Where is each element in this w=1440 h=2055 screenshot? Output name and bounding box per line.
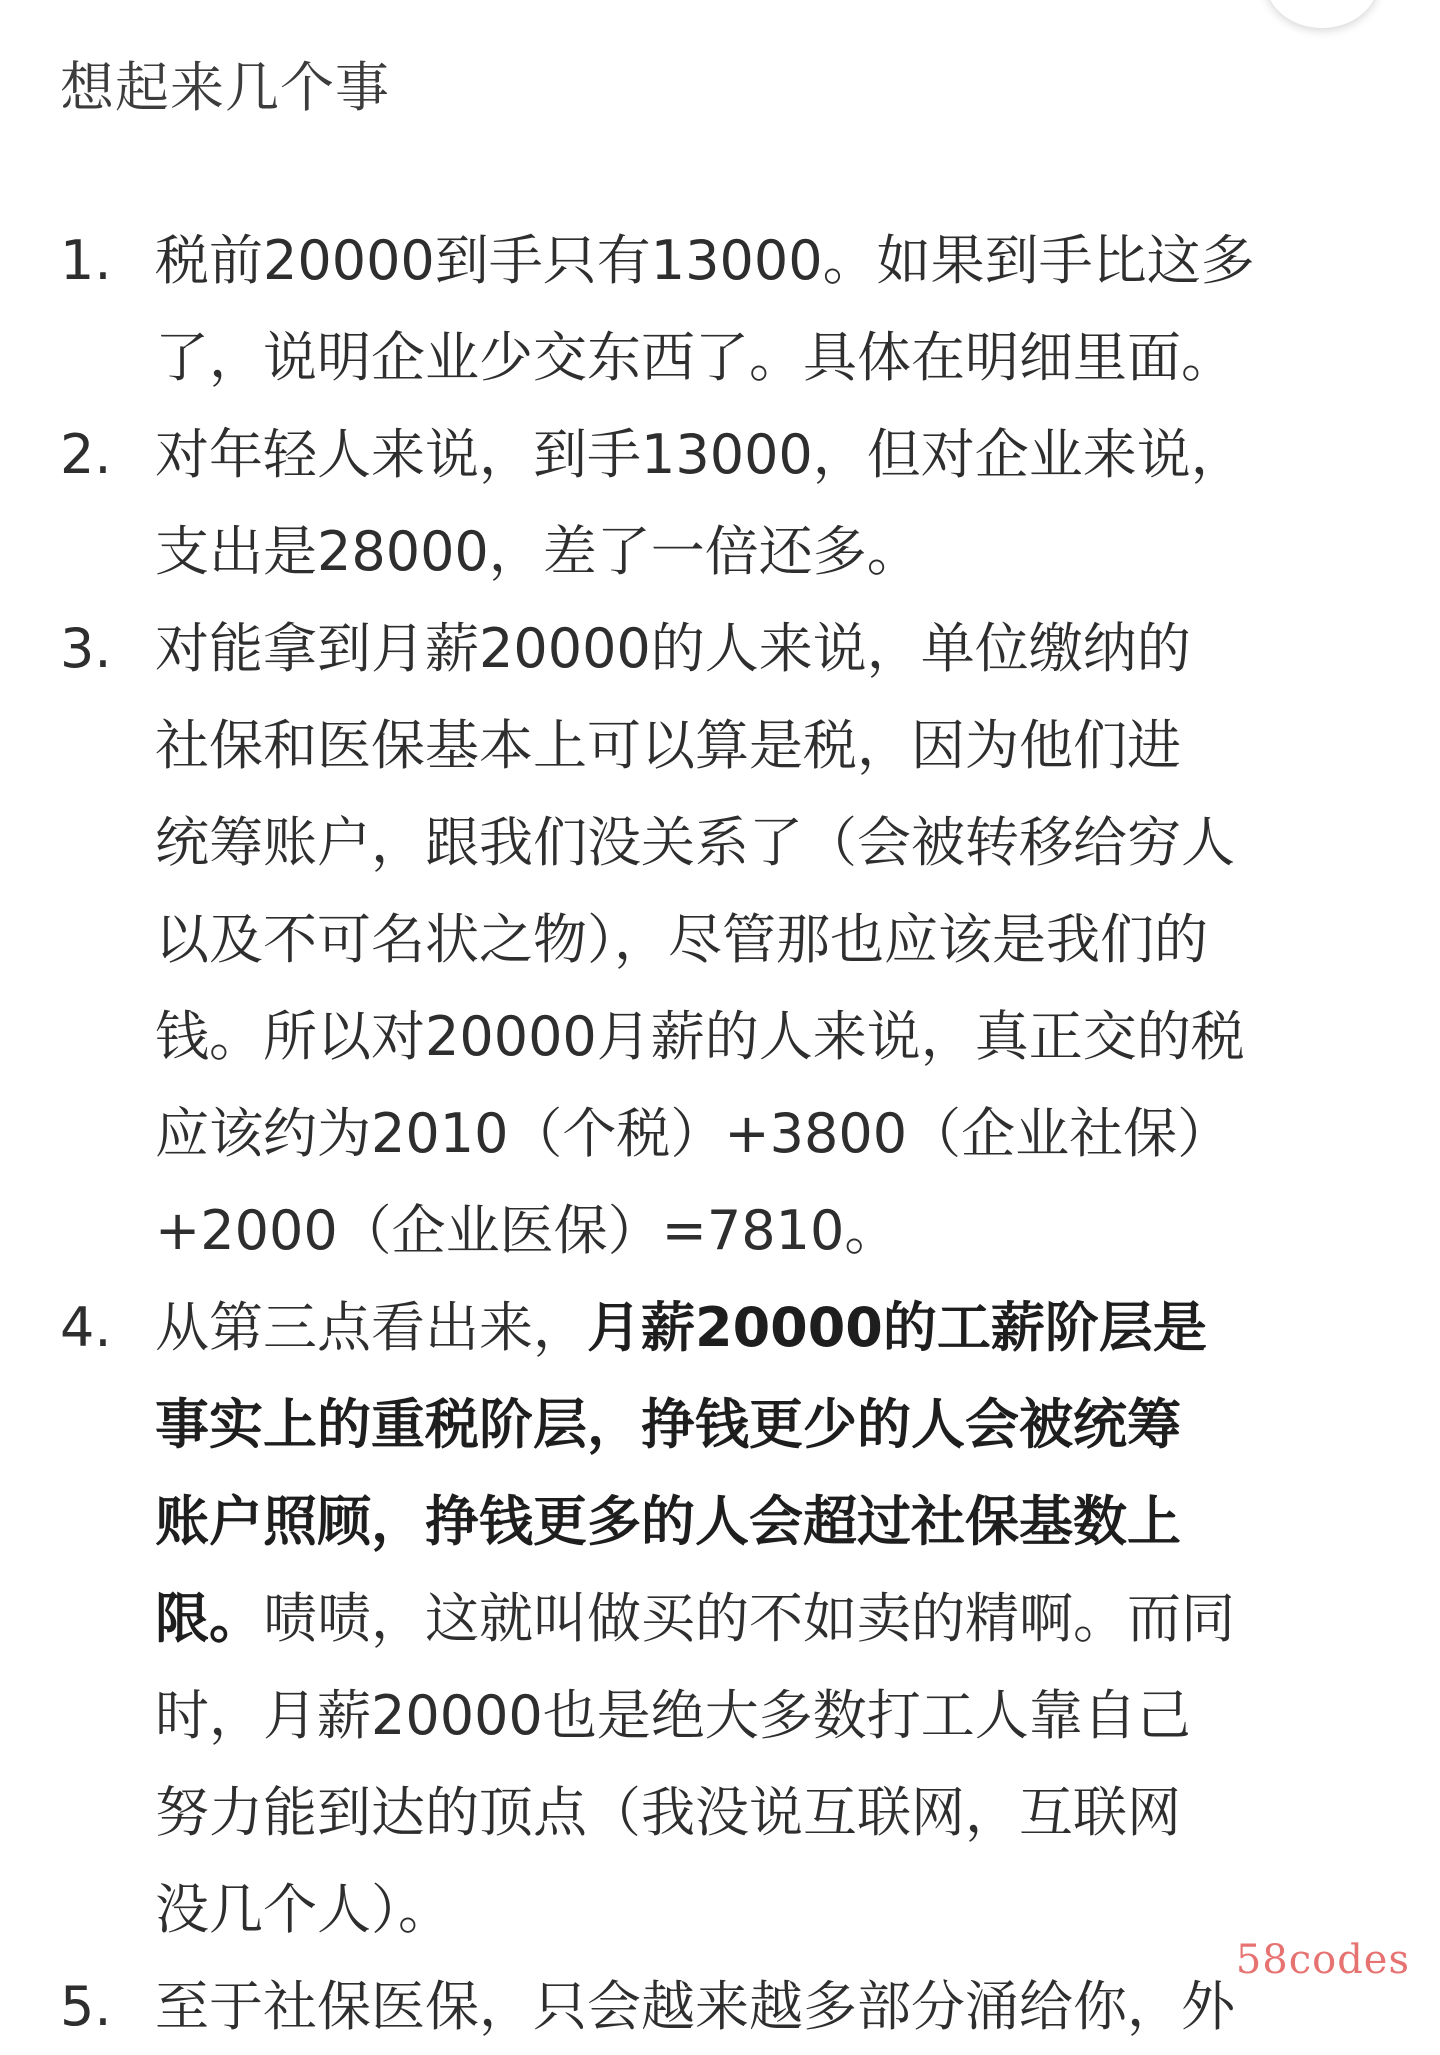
list-item-line: 努力能到达的顶点（我没说互联网，互联网 xyxy=(155,1781,1181,1844)
list-item-line: 应该约为2010（个税）+3800（企业社保） xyxy=(155,1102,1232,1165)
list-item xyxy=(0,1958,1440,2038)
bold-emphasis: 月薪20000的工薪阶层是 xyxy=(587,1296,1207,1359)
normal-text: 从第三点看出来， xyxy=(155,1296,587,1359)
list-item-number: 4. xyxy=(60,1296,112,1359)
numbered-list xyxy=(0,212,1440,2038)
list-item-line: +2000（企业医保）=7810。 xyxy=(155,1199,899,1262)
floating-action-button[interactable] xyxy=(1266,0,1378,28)
list-item-line: 对年轻人来说，到手13000，但对企业来说， xyxy=(155,423,1245,486)
list-item-line: 税前20000到手只有13000。如果到手比这多 xyxy=(155,229,1255,292)
bold-emphasis: 账户照顾，挣钱更多的人会超过社保基数上 xyxy=(155,1490,1181,1553)
list-item-line: 了，说明企业少交东西了。具体在明细里面。 xyxy=(155,326,1235,389)
list-item-number: 3. xyxy=(60,617,112,680)
list-item xyxy=(0,212,1440,406)
list-item-line: 支出是28000，差了一倍还多。 xyxy=(155,520,921,583)
list-item-line: 统筹账户，跟我们没关系了（会被转移给穷人 xyxy=(155,811,1235,874)
list-item-number: 2. xyxy=(60,423,112,486)
list-item-line: 至于社保医保，只会越来越多部分涌给你，外 xyxy=(155,1975,1235,2038)
list-item xyxy=(0,406,1440,600)
list-item-line xyxy=(155,1279,1392,1376)
list-item-line: 没几个人）。 xyxy=(155,1878,452,1941)
post-title: 想起来几个事 xyxy=(60,56,390,119)
list-item-number: 5. xyxy=(60,1975,112,2038)
list-item xyxy=(0,1279,1440,1958)
bold-emphasis: 限。 xyxy=(155,1587,263,1650)
list-item xyxy=(0,600,1440,1279)
list-item-number: 1. xyxy=(60,229,112,292)
list-item-line: 钱。所以对20000月薪的人来说，真正交的税 xyxy=(155,1005,1245,1068)
normal-text: 啧啧，这就叫做买的不如卖的精啊。而同 xyxy=(263,1587,1235,1650)
list-item-line: 时，月薪20000也是绝大多数打工人靠自己 xyxy=(155,1684,1191,1747)
list-item-line: 对能拿到月薪20000的人来说，单位缴纳的 xyxy=(155,617,1191,680)
list-item-line: 社保和医保基本上可以算是税，因为他们进 xyxy=(155,714,1181,777)
bold-emphasis: 事实上的重税阶层，挣钱更少的人会被统筹 xyxy=(155,1393,1181,1456)
watermark: 58codes xyxy=(1235,1937,1410,1983)
list-item-line xyxy=(155,1570,1392,1667)
list-item-line: 以及不可名状之物），尽管那也应该是我们的 xyxy=(155,908,1208,971)
